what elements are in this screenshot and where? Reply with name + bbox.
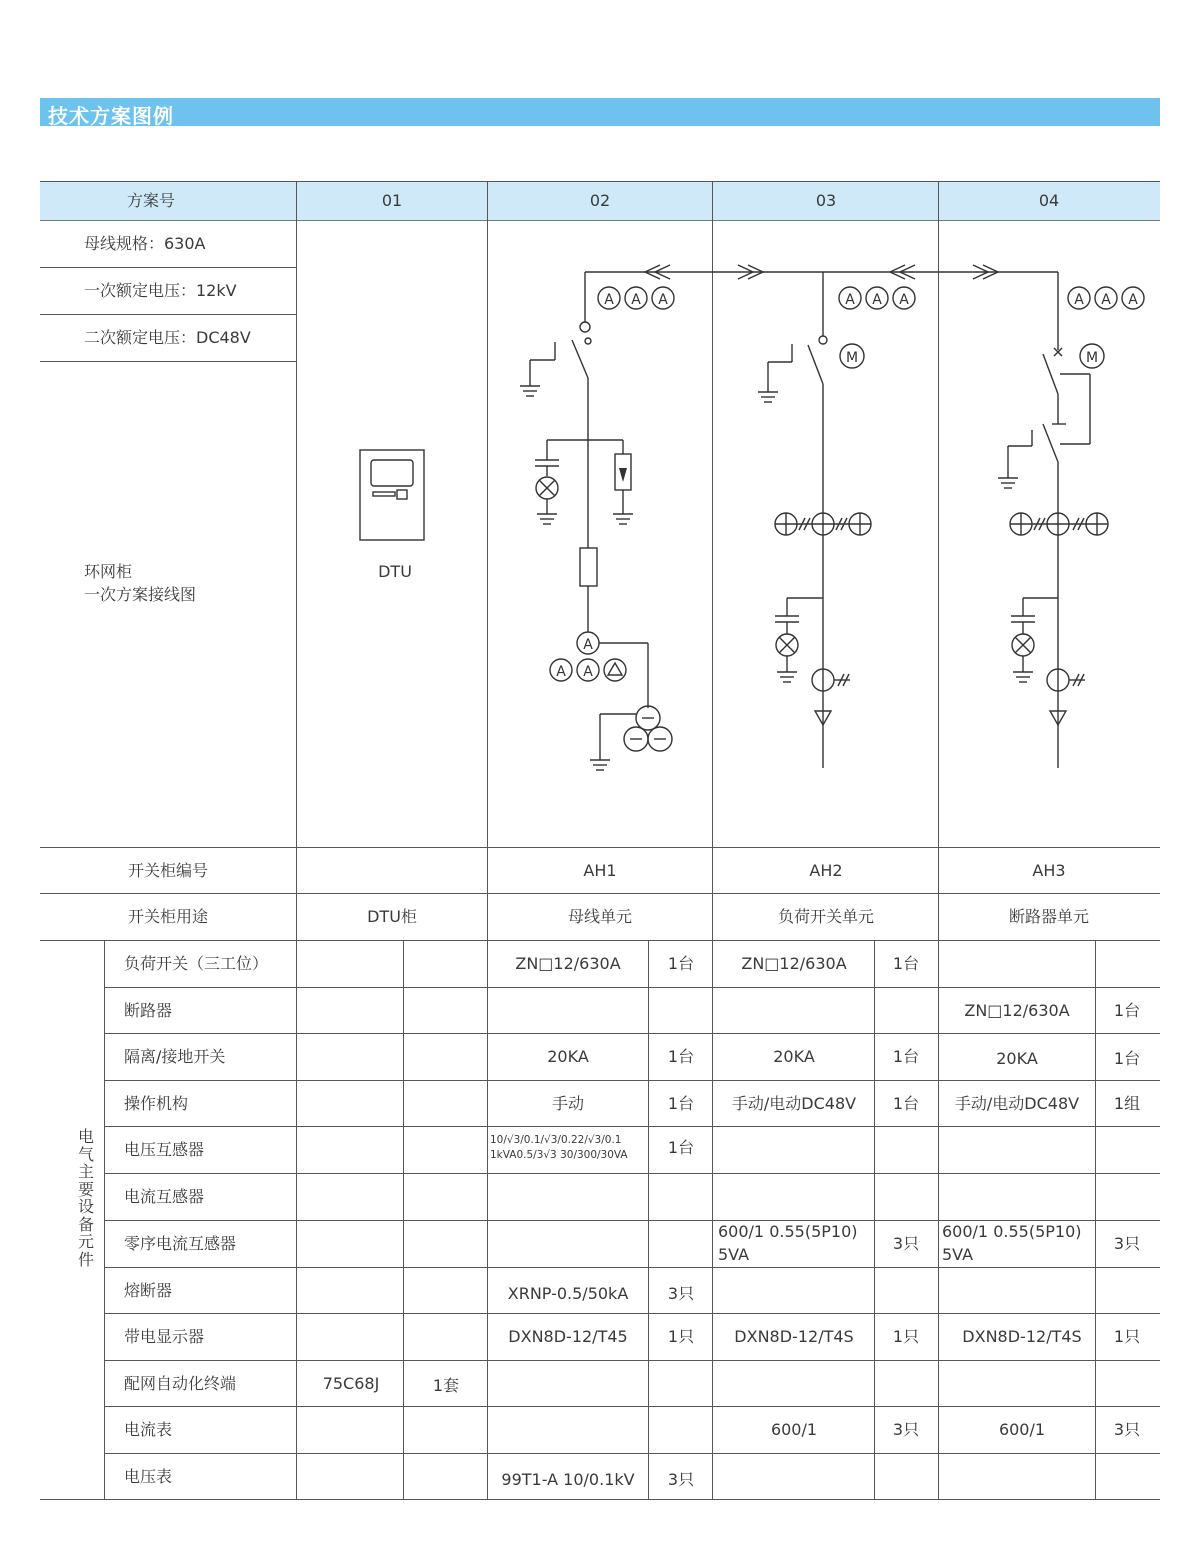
equipment-spec: ZN□12/630A	[741, 954, 847, 973]
ammeter-icon: A	[631, 292, 641, 308]
scheme-01: 01	[381, 191, 403, 210]
ammeter-icon: A	[1074, 292, 1084, 308]
equipment-qty: 1只	[667, 1327, 695, 1346]
equipment-name: 操作机构	[124, 1094, 189, 1113]
equipment-spec: 20KA	[773, 1047, 815, 1066]
equipment-spec: 99T1-A 10/0.1kV	[501, 1470, 635, 1489]
ah1-circuit	[520, 272, 674, 770]
equipment-qty: 1台	[667, 954, 695, 973]
equipment-spec: 600/1	[998, 1420, 1046, 1439]
equipment-name: 熔断器	[124, 1281, 173, 1300]
dtu-label: DTU	[378, 562, 412, 581]
equipment-spec: 手动	[551, 1094, 585, 1113]
equipment-qty: 1台	[1113, 1001, 1141, 1020]
equipment-spec: 手动/电动DC48V	[954, 1094, 1080, 1113]
ah2-circuit	[758, 272, 915, 768]
equipment-qty: 1只	[1113, 1327, 1141, 1346]
ammeter-icon: A	[899, 292, 909, 308]
equipment-qty: 1只	[892, 1327, 920, 1346]
cabinet-use-03: 负荷开关单元	[777, 907, 875, 926]
equipment-qty: 3只	[667, 1284, 695, 1303]
cabinet-use-04: 断路器单元	[1008, 907, 1090, 926]
equipment-spec-line1: 600/1 0.55(5P10)	[942, 1222, 1082, 1241]
ammeter-icon: A	[845, 292, 855, 308]
equipment-qty: 1套	[432, 1376, 460, 1395]
cabinet-use-02: 母线单元	[567, 907, 633, 926]
equipment-spec: DXN8D-12/T4S	[962, 1327, 1082, 1346]
bus-bar	[585, 265, 1058, 279]
equipment-qty: 3只	[892, 1420, 920, 1439]
equipment-spec-line2: 5VA	[942, 1245, 974, 1264]
ammeter-icon: A	[872, 292, 882, 308]
equipment-qty: 1组	[1113, 1094, 1141, 1113]
equipment-spec: ZN□12/630A	[515, 954, 621, 973]
scheme-04: 04	[1038, 191, 1060, 210]
equipment-spec-line1: 10/√3/0.1/√3/0.22/√3/0.1	[490, 1134, 622, 1146]
equipment-spec: 600/1	[770, 1420, 818, 1439]
section-title: 技术方案图例	[48, 104, 174, 128]
ammeter-icon: A	[583, 637, 593, 653]
ammeter-icon: A	[583, 664, 593, 680]
equipment-name: 断路器	[124, 1001, 173, 1020]
equipment-name: 电压表	[124, 1467, 173, 1486]
equipment-qty: 1台	[667, 1094, 695, 1113]
motor-icon: M	[845, 350, 859, 366]
spec-secondary-voltage: 二次额定电压：DC48V	[84, 328, 251, 347]
equipment-spec: DXN8D-12/T45	[508, 1327, 628, 1346]
equipment-qty: 3只	[1113, 1234, 1141, 1253]
ammeter-icon: A	[1101, 292, 1111, 308]
cabinet-use-01: DTU柜	[367, 907, 417, 926]
dtu-cabinet-icon	[360, 450, 424, 540]
equipment-spec: 20KA	[547, 1047, 589, 1066]
ammeter-icon: A	[556, 664, 566, 680]
equipment-spec: XRNP-0.5/50kA	[507, 1284, 629, 1303]
equipment-name: 电流互感器	[124, 1187, 205, 1206]
ah3-circuit	[998, 272, 1144, 768]
equipment-spec: 手动/电动DC48V	[731, 1094, 857, 1113]
header-label: 方案号	[126, 191, 176, 210]
equipment-qty: 1台	[892, 954, 920, 973]
equipment-spec: ZN□12/630A	[964, 1001, 1070, 1020]
equipment-qty: 3只	[1113, 1420, 1141, 1439]
equipment-qty: 3只	[892, 1234, 920, 1253]
equipment-name: 负荷开关（三工位）	[124, 954, 269, 973]
equipment-name: 带电显示器	[124, 1327, 205, 1346]
equipment-qty: 1台	[667, 1047, 695, 1066]
equipment-spec: 20KA	[996, 1049, 1038, 1068]
motor-icon: M	[1085, 350, 1099, 366]
equipment-spec-line1: 600/1 0.55(5P10)	[718, 1222, 858, 1241]
ammeter-icon: A	[658, 292, 668, 308]
spec-primary-voltage: 一次额定电压：12kV	[84, 281, 237, 300]
spec-busbar: 母线规格：630A	[84, 234, 206, 253]
equipment-name: 隔离/接地开关	[124, 1047, 226, 1066]
ammeter-icon: A	[604, 292, 614, 308]
ammeter-icon: A	[1128, 292, 1138, 308]
cabinet-no-ah1: AH1	[583, 861, 617, 880]
cabinet-no-label: 开关柜编号	[127, 861, 209, 880]
cabinet-use-label: 开关柜用途	[127, 907, 209, 926]
equipment-name: 配网自动化终端	[124, 1374, 237, 1393]
equipment-group-label: 电气主要设备元件	[77, 1127, 94, 1269]
equipment-spec-line2: 5VA	[718, 1245, 750, 1264]
diagram-label-line2: 一次方案接线图	[84, 585, 197, 604]
equipment-spec: DXN8D-12/T4S	[734, 1327, 854, 1346]
scheme-02: 02	[589, 191, 611, 210]
equipment-spec-line2: 1kVA0.5/3√3 30/300/30VA	[490, 1149, 628, 1161]
equipment-qty: 1台	[667, 1138, 695, 1157]
equipment-name: 零序电流互感器	[124, 1234, 237, 1253]
diagram-label-line1: 环网柜	[84, 562, 133, 581]
scheme-03: 03	[815, 191, 837, 210]
equipment-name: 电压互感器	[124, 1140, 205, 1159]
equipment-qty: 3只	[667, 1470, 695, 1489]
equipment-spec: 75C68J	[322, 1374, 380, 1393]
equipment-name: 电流表	[124, 1420, 173, 1439]
equipment-qty: 1台	[892, 1094, 920, 1113]
equipment-qty: 1台	[892, 1047, 920, 1066]
cabinet-no-ah3: AH3	[1032, 861, 1066, 880]
cabinet-no-ah2: AH2	[809, 861, 843, 880]
equipment-qty: 1台	[1113, 1049, 1141, 1068]
